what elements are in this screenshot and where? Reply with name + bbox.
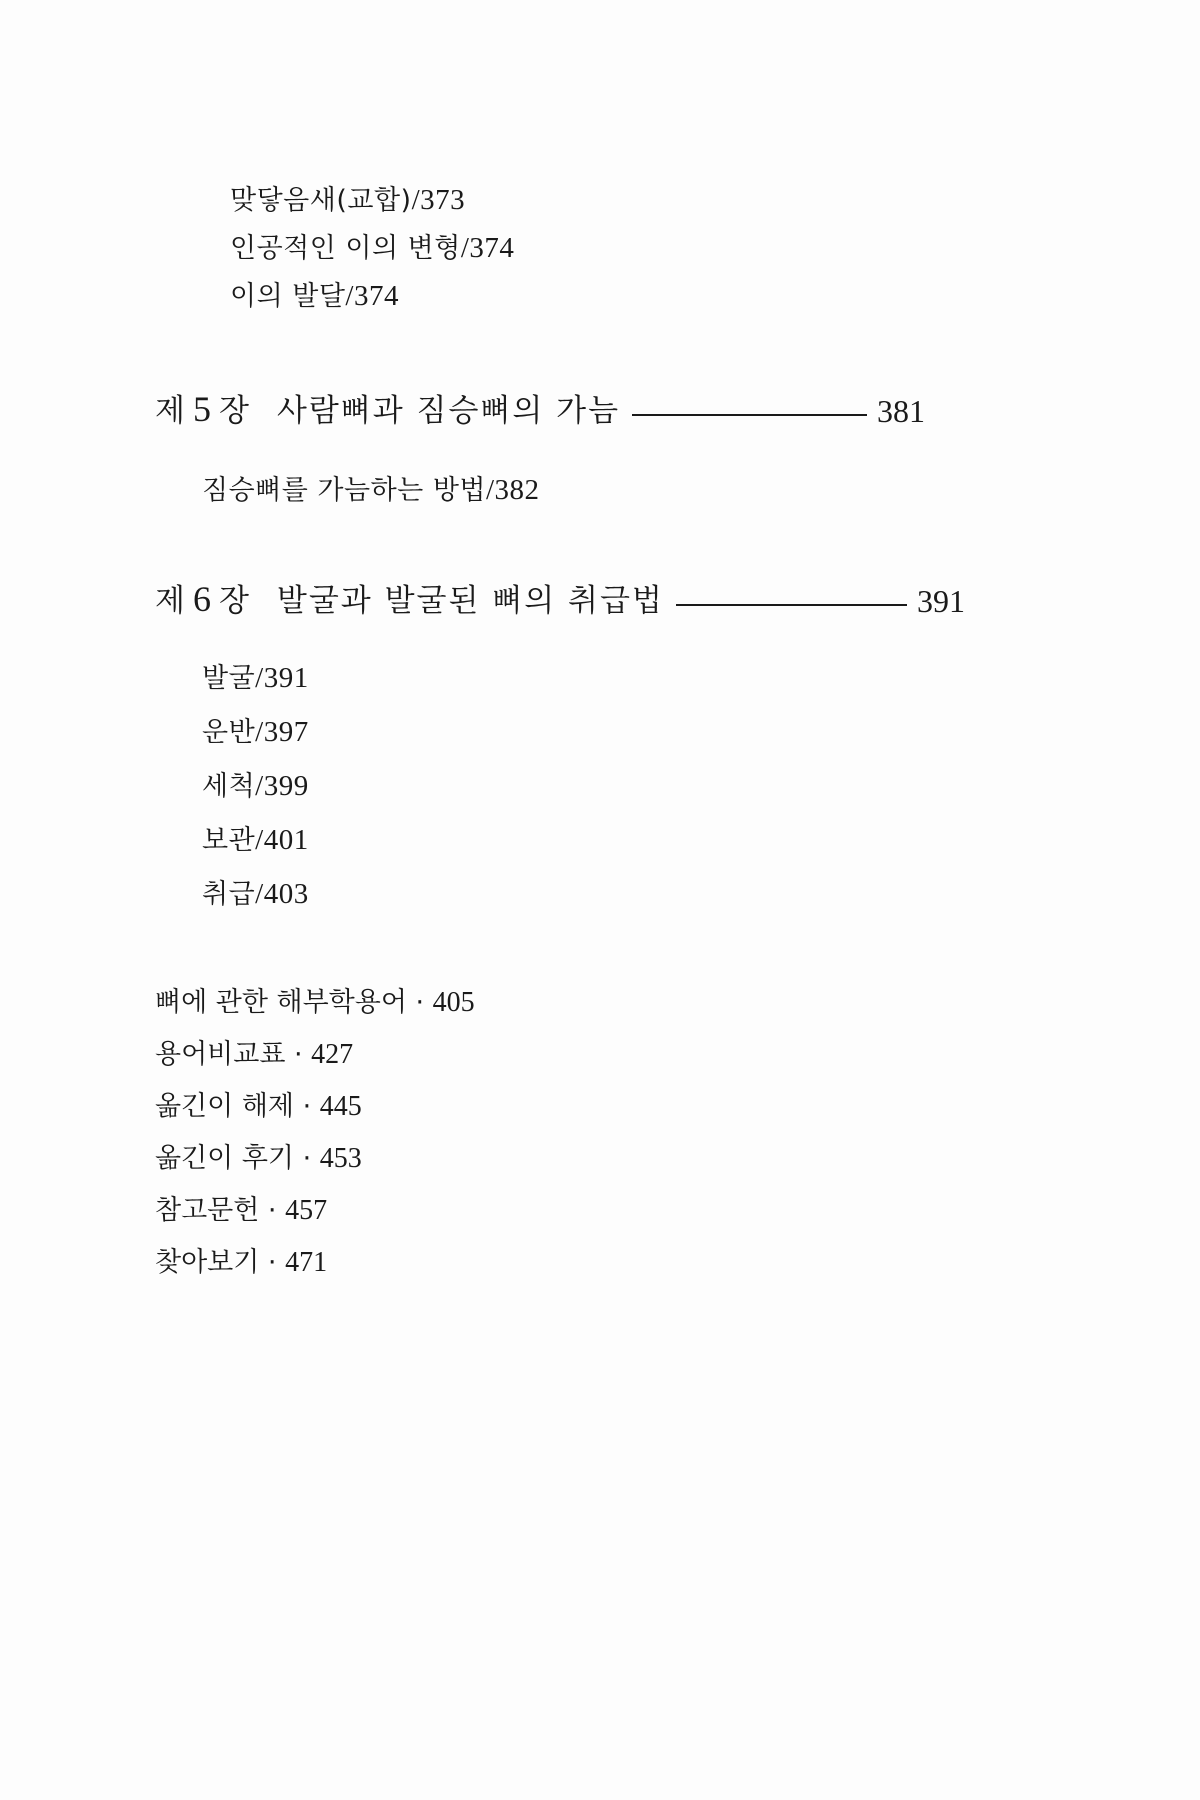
toc-entry-page: /373 — [411, 184, 466, 216]
appendix-entry — [155, 980, 475, 1019]
appendix-page: 471 — [285, 1247, 328, 1278]
toc-entry — [202, 818, 309, 857]
appendix-separator: · — [294, 1091, 320, 1122]
toc-entry-page: /382 — [486, 474, 540, 506]
chapter-number: 6 — [192, 579, 213, 619]
toc-entry-page: /403 — [255, 878, 309, 910]
leader-line — [676, 604, 907, 606]
chapter-suffix: 장 — [218, 583, 251, 619]
toc-entry-title: 취급 — [202, 879, 256, 910]
toc-entry-title: 세척 — [202, 771, 256, 802]
toc-entry — [202, 710, 309, 749]
toc-entry-title: 운반 — [202, 717, 256, 748]
toc-entry — [202, 872, 309, 911]
toc-entry — [202, 468, 540, 507]
appendix-separator: · — [406, 987, 433, 1018]
appendix-entry — [155, 1240, 327, 1279]
toc-entry — [230, 274, 399, 313]
toc-entry-page: /401 — [255, 824, 309, 856]
toc-entry-title: 이의 발달 — [230, 281, 346, 312]
toc-entry — [202, 764, 309, 803]
appendix-entry — [155, 1084, 362, 1123]
appendix-title: 옮긴이 해제 — [155, 1091, 294, 1122]
chapter-heading-6 — [155, 570, 965, 620]
toc-entry-title: 발굴 — [202, 663, 256, 694]
appendix-title: 옮긴이 후기 — [155, 1143, 294, 1174]
appendix-entry — [155, 1136, 362, 1175]
leader-line — [632, 414, 867, 416]
chapter-number: 5 — [192, 389, 213, 429]
toc-entry-page: /374 — [460, 232, 515, 264]
toc-entry-page: /374 — [345, 280, 399, 312]
toc-entry-title: 인공적인 이의 변형 — [230, 233, 461, 264]
toc-entry-page: /397 — [255, 716, 309, 748]
appendix-entry — [155, 1032, 353, 1071]
chapter-page: 381 — [877, 393, 925, 429]
appendix-title: 찾아보기 — [155, 1247, 260, 1278]
toc-entry-title: 짐승뼈를 가늠하는 방법 — [202, 475, 486, 506]
toc-entry — [202, 656, 309, 695]
toc-entry — [230, 178, 465, 217]
appendix-page: 405 — [432, 987, 475, 1018]
appendix-entry — [155, 1188, 327, 1227]
appendix-separator: · — [259, 1195, 286, 1226]
appendix-page: 427 — [311, 1039, 354, 1070]
toc-entry — [230, 226, 514, 265]
toc-entry-page: /391 — [255, 662, 309, 694]
toc-entry-title: 보관 — [202, 825, 256, 856]
appendix-page: 453 — [319, 1143, 362, 1174]
chapter-prefix: 제 — [155, 583, 187, 619]
appendix-separator: · — [294, 1143, 320, 1174]
toc-entry-page: /399 — [255, 770, 309, 802]
chapter-heading-5 — [155, 380, 925, 430]
chapter-suffix: 장 — [218, 393, 251, 429]
chapter-title: 사람뼈과 짐승뼈의 가늠 — [276, 393, 621, 429]
chapter-page: 391 — [917, 583, 965, 619]
toc-entry-title: 맞닿음새(교합) — [230, 185, 412, 216]
appendix-title: 뼈에 관한 해부학용어 — [155, 987, 407, 1018]
appendix-page: 445 — [319, 1091, 362, 1122]
appendix-title: 참고문헌 — [155, 1195, 260, 1226]
appendix-separator: · — [259, 1247, 286, 1278]
chapter-prefix: 제 — [155, 393, 187, 429]
appendix-separator: · — [285, 1039, 312, 1070]
appendix-page: 457 — [285, 1195, 328, 1226]
chapter-title: 발굴과 발굴된 뼈의 취급법 — [276, 583, 664, 619]
appendix-title: 용어비교표 — [155, 1039, 286, 1070]
